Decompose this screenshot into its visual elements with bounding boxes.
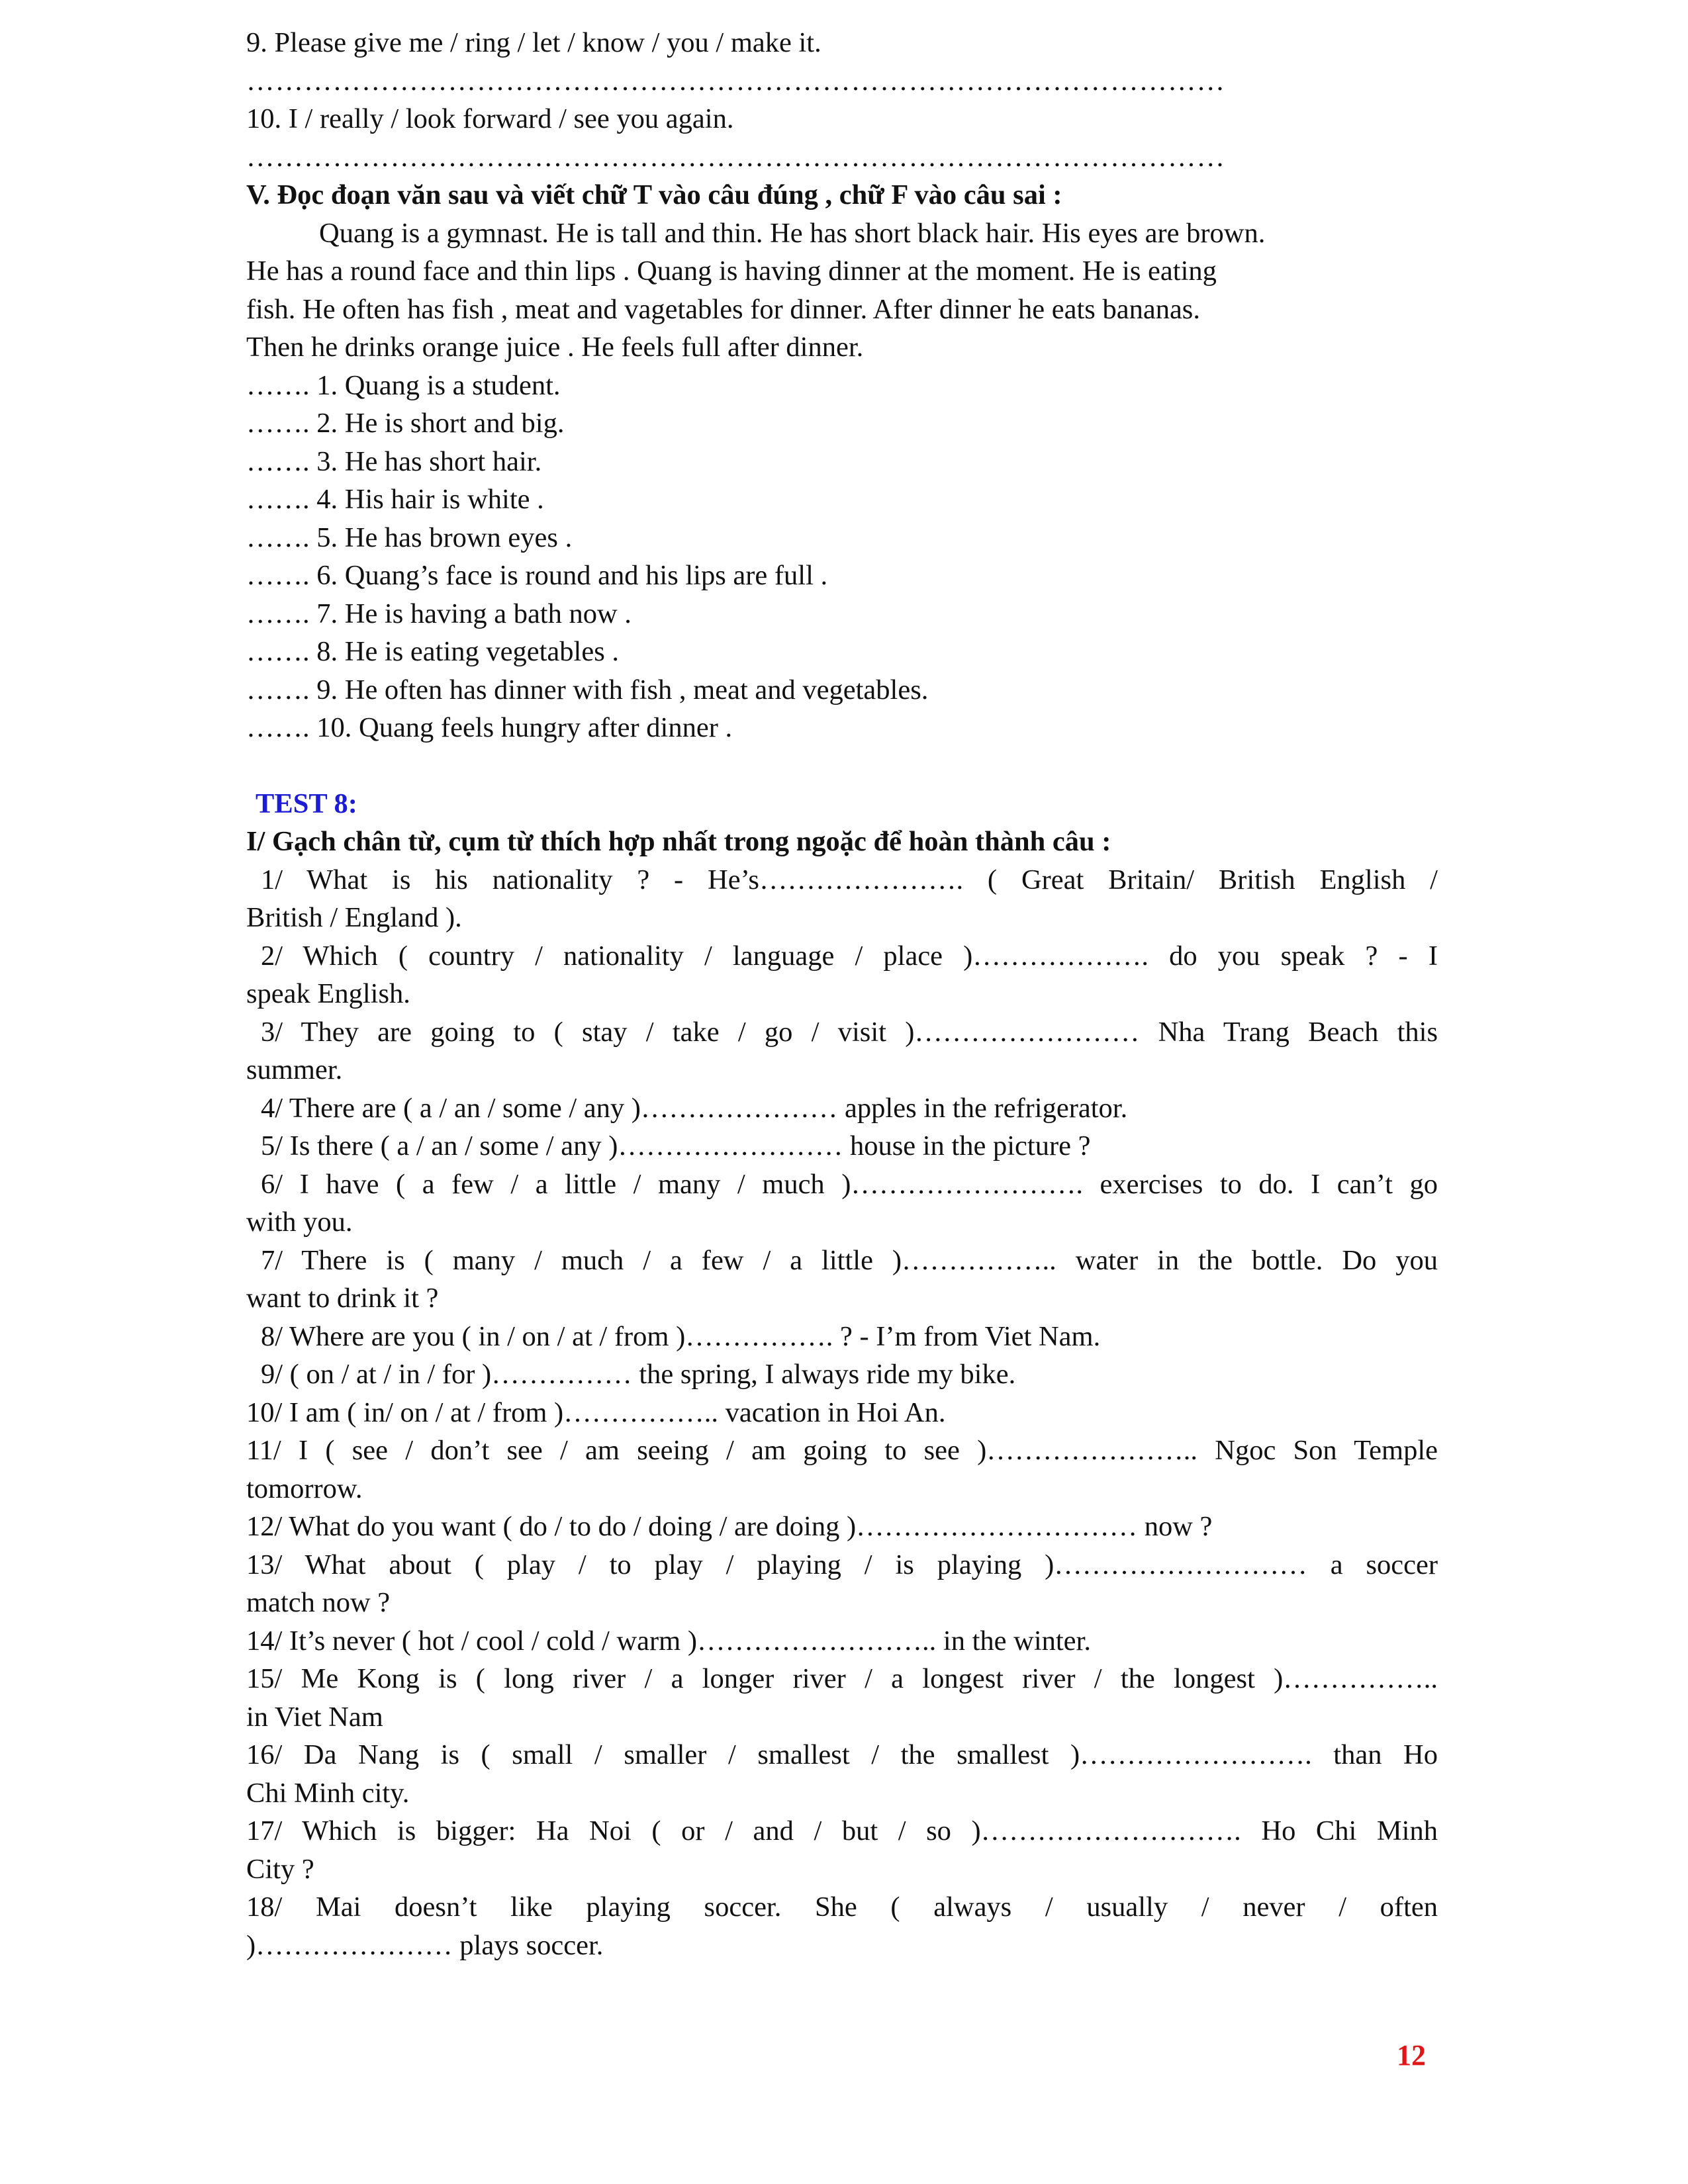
tf-statement: ……. 3. He has short hair. bbox=[246, 445, 542, 477]
tf-statement: ……. 2. He is short and big. bbox=[246, 408, 565, 439]
exercise-line: summer. bbox=[246, 1054, 343, 1085]
exercise-line: tomorrow. bbox=[246, 1473, 363, 1504]
exercise-line: )………………… plays soccer. bbox=[246, 1929, 604, 1961]
exercise-line: 5/ Is there ( a / an / some / any )…………………… house in the picture ? bbox=[261, 1130, 1091, 1161]
tf-statement: ……. 8. He is eating vegetables . bbox=[246, 636, 619, 667]
exercise-line: 1/ What is his nationality ? - He’s…………………. ( Great Britain/ British English / bbox=[261, 864, 1438, 895]
exercise-line: 11/ I ( see / don’t see / am seeing / am going to see )………………….. Ngoc Son Temple bbox=[246, 1435, 1438, 1466]
page-number: 12 bbox=[1397, 2039, 1426, 2071]
passage-line: Quang is a gymnast. He is tall and thin. He has short black hair. His eyes are brown. bbox=[319, 217, 1266, 249]
exercise-line: 16/ Da Nang is ( small / smaller / smallest / the smallest )……………………. than Ho bbox=[246, 1739, 1438, 1770]
exercise-line: 18/ Mai doesn’t like playing soccer. She ( always / usually / never / often bbox=[246, 1891, 1438, 1923]
exercise-line: 17/ Which is bigger: Ha Noi ( or / and / but / so )………………………. Ho Chi Minh bbox=[246, 1815, 1438, 1846]
document-page bbox=[246, 24, 1438, 1964]
test-8-title: TEST 8: bbox=[256, 788, 357, 819]
exercise-line: City ? bbox=[246, 1853, 314, 1885]
exercise-line: 12/ What do you want ( do / to do / doing / are doing )………………………… now ? bbox=[246, 1511, 1213, 1542]
tf-statement: ……. 1. Quang is a student. bbox=[246, 369, 561, 401]
tf-statement: ……. 5. He has brown eyes . bbox=[246, 522, 573, 553]
tf-statement: ……. 9. He often has dinner with fish , meat and vegetables. bbox=[246, 674, 929, 705]
exercise-line: match now ? bbox=[246, 1587, 391, 1618]
prev-item-10: 10. I / really / look forward / see you again. bbox=[246, 103, 734, 134]
exercise-line: 9/ ( on / at / in / for )…………… the spring, I always ride my bike. bbox=[261, 1359, 1016, 1390]
exercise-line: 3/ They are going to ( stay / take / go / visit )…………………… Nha Trang Beach this bbox=[261, 1016, 1438, 1048]
exercise-line: in Viet Nam bbox=[246, 1701, 383, 1733]
exercise-line: 8/ Where are you ( in / on / at / from )……………. ? - I’m from Viet Nam. bbox=[261, 1320, 1101, 1352]
exercise-line: with you. bbox=[246, 1206, 353, 1238]
exercise-line: want to drink it ? bbox=[246, 1283, 439, 1314]
tf-statement: ……. 4. His hair is white . bbox=[246, 484, 544, 515]
section-v-heading: V. Đọc đoạn văn sau và viết chữ T vào câu đúng , chữ F vào câu sai : bbox=[246, 179, 1062, 210]
exercise-line: 4/ There are ( a / an / some / any )………………… apples in the refrigerator. bbox=[261, 1092, 1128, 1124]
tf-statement: ……. 7. He is having a bath now . bbox=[246, 598, 632, 629]
exercise-line: 6/ I have ( a few / a little / many / much )……………………. exercises to do. I can’t go bbox=[261, 1168, 1438, 1200]
passage-line: fish. He often has fish , meat and vagetables for dinner. After dinner he eats bananas. bbox=[246, 293, 1200, 325]
tf-statement: ……. 10. Quang feels hungry after dinner . bbox=[246, 712, 733, 743]
answer-line-9: ………………………………………………………………………………………… bbox=[246, 65, 1225, 97]
exercise-line: 10/ I am ( in/ on / at / from )…………….. vacation in Hoi An. bbox=[246, 1396, 946, 1428]
passage-line: He has a round face and thin lips . Quang is having dinner at the moment. He is eating bbox=[246, 255, 1217, 287]
tf-statement: ……. 6. Quang’s face is round and his lips are full . bbox=[246, 560, 828, 591]
exercise-line: Chi Minh city. bbox=[246, 1777, 410, 1809]
exercise-line: 14/ It’s never ( hot / cool / cold / warm )…………………….. in the winter. bbox=[246, 1625, 1091, 1657]
answer-line-10: ………………………………………………………………………………………… bbox=[246, 141, 1225, 173]
passage-line: Then he drinks orange juice . He feels full after dinner. bbox=[246, 332, 864, 363]
exercise-line: speak English. bbox=[246, 978, 410, 1009]
exercise-line: 2/ Which ( country / nationality / language / place )………………. do you speak ? - I bbox=[261, 940, 1438, 972]
exercise-line: 7/ There is ( many / much / a few / a little )…………….. water in the bottle. Do you bbox=[261, 1244, 1438, 1276]
exercise-line: 15/ Me Kong is ( long river / a longer river / a longest river / the longest )…………….. bbox=[246, 1663, 1438, 1694]
exercise-line: 13/ What about ( play / to play / playing / is playing )……………………… a soccer bbox=[246, 1549, 1438, 1580]
section-i-heading: I/ Gạch chân từ, cụm từ thích hợp nhất trong ngoặc để hoàn thành câu : bbox=[246, 826, 1111, 857]
prev-item-9: 9. Please give me / ring / let / know / you / make it. bbox=[246, 27, 821, 58]
exercise-line: British / England ). bbox=[246, 902, 462, 933]
